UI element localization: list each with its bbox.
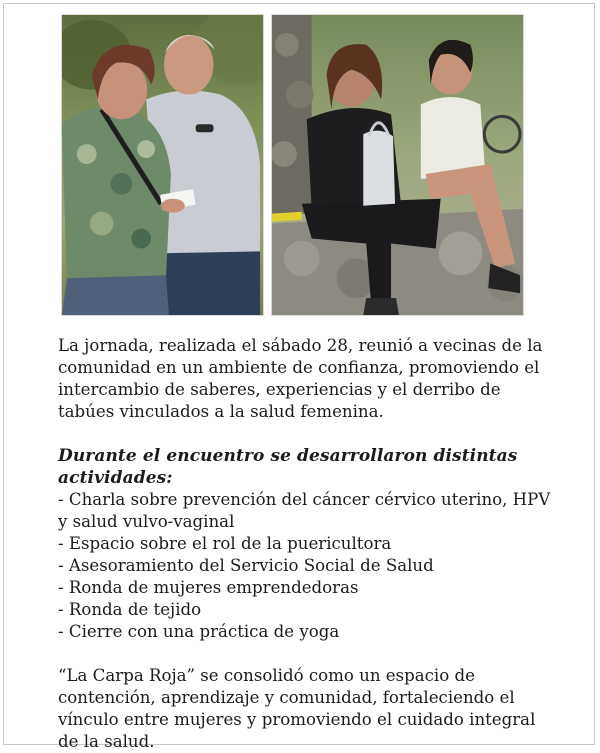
activity-list [58, 489, 558, 643]
article-body [58, 335, 558, 753]
intro-paragraph: La jornada, realizada el sábado 28, reunió a vecinas de la comunidad en un ambiente de confianza, promoviendo el intercambio de saberes, experiencias y el derribo de tabúes vinculados a la salud femenina. [58, 336, 543, 421]
activity-item: - Ronda de mujeres emprendedoras [58, 578, 359, 597]
activity-item: - Ronda de tejido [58, 600, 202, 619]
photo-two-women-seated [271, 14, 524, 316]
activities-heading: Durante el encuentro se desarrollaron distintas actividades: [58, 446, 518, 488]
activity-item: - Espacio sobre el rol de la puericultora [58, 534, 392, 553]
activity-item: - Charla sobre prevención del cáncer cérvico uterino, HPV y salud vulvo-vaginal [58, 490, 551, 531]
activity-item: - Asesoramiento del Servicio Social de Salud [58, 556, 434, 575]
closing-paragraph: “La Carpa Roja” se consolidó como un espacio de contención, aprendizaje y comunidad, fortaleciendo el vínculo entre mujeres y promoviendo el cuidado integral de la salud. [58, 666, 536, 751]
photo-two-people-walking [61, 14, 264, 316]
activity-item: - Cierre con una práctica de yoga [58, 622, 340, 641]
photo-left-image [62, 15, 263, 315]
photo-right-image [272, 15, 523, 315]
